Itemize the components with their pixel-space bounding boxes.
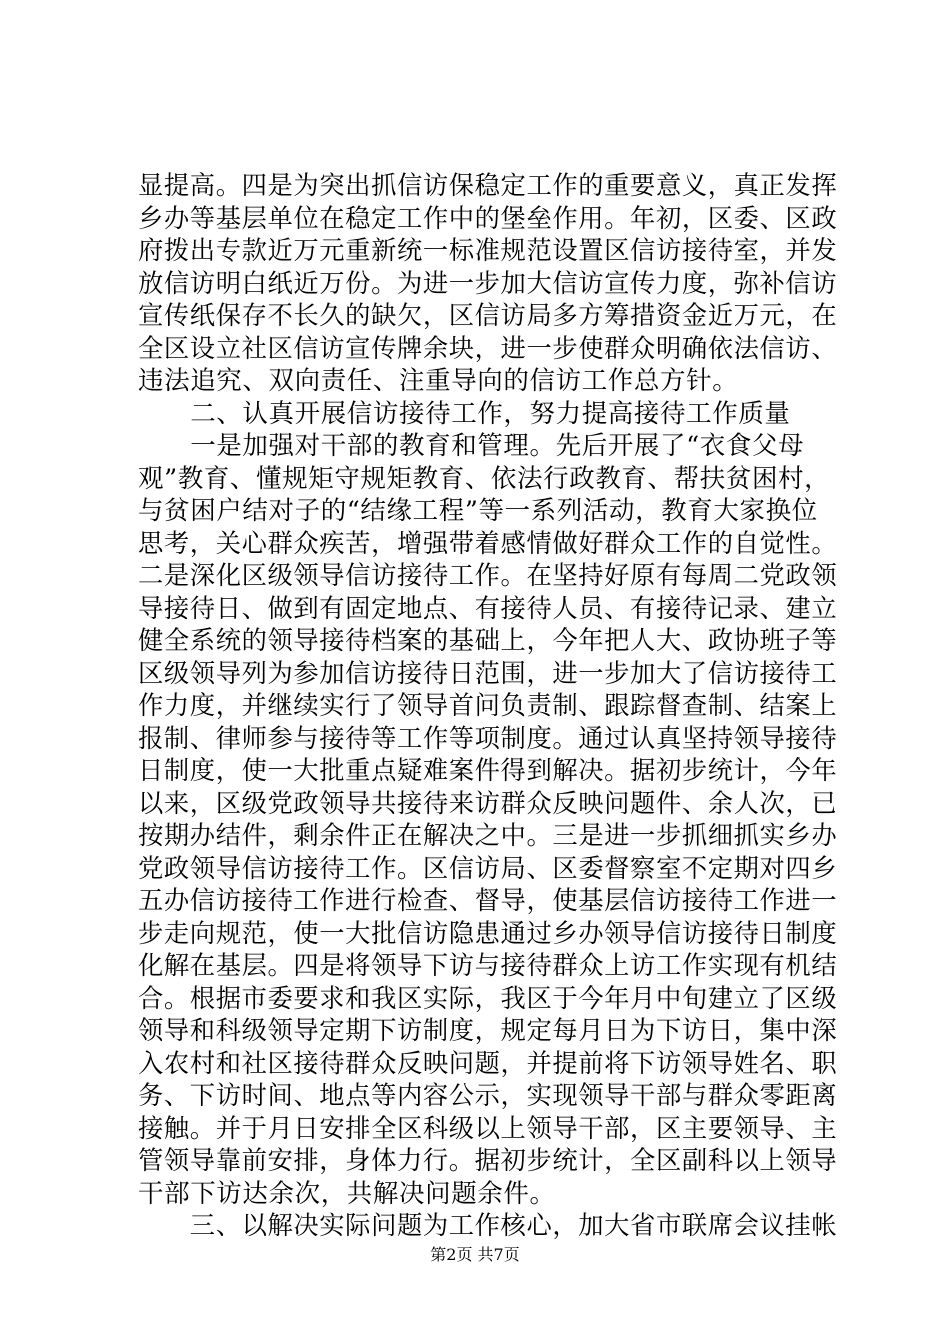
- text-line: 按期办结件，剩余件正在解决之中。三是进一步抓细抓实乡办: [138, 821, 838, 850]
- text-line: 作力度，并继续实行了领导首问负责制、跟踪督查制、结案上: [138, 691, 838, 720]
- text-line: 全区设立社区信访宣传牌余块，进一步使群众明确依法信访、: [138, 333, 838, 363]
- page-footer: [0, 1245, 950, 1265]
- text-line: 观”教育、懂规矩守规矩教育、依法行政教育、帮扶贫困村，: [138, 463, 831, 494]
- text-line: 接触。并于月日安排全区科级以上领导干部，区主要领导、主: [138, 1113, 838, 1143]
- text-line: 三、以解决实际问题为工作核心，加大省市联席会议挂帐: [138, 1211, 838, 1240]
- text-line: 合。根据市委要求和我区实际，我区于今年月中旬建立了区级: [138, 983, 838, 1013]
- text-line: 导接待日、做到有固定地点、有接待人员、有接待记录、建立: [138, 593, 838, 623]
- text-line: 健全系统的领导接待档案的基础上，今年把人大、政协班子等: [138, 626, 838, 655]
- text-line: 违法追究、双向责任、注重导向的信访工作总方针。: [138, 366, 739, 396]
- text-line: 二、认真开展信访接待工作，努力提高接待工作质量: [138, 398, 791, 429]
- text-line: 报制、律师参与接待等工作等项制度。通过认真坚持领导接待: [138, 723, 838, 753]
- text-line: 思考，关心群众疾苦，增强带着感情做好群众工作的自觉性。: [138, 528, 838, 558]
- text-line: 二是深化区级领导信访接待工作。在坚持好原有每周二党政领: [138, 561, 838, 590]
- text-line: 以来，区级党政领导共接待来访群众反映问题件、余人次，已: [138, 788, 838, 818]
- text-line: 府拨出专款近万元重新统一标准规范设置区信访接待室，并发: [138, 236, 838, 265]
- text-line: 日制度，使一大批重点疑难案件得到解决。据初步统计，今年: [138, 756, 838, 785]
- body-text: [138, 170, 838, 1243]
- text-line: 宣传纸保存不长久的缺欠，区信访局多方筹措资金近万元，在: [138, 301, 838, 330]
- text-line: 与贫困户结对子的“结缘工程”等一系列活动，教育大家换位: [138, 496, 818, 526]
- text-line: 一是加强对干部的教育和管理。先后开展了“衣食父母: [138, 431, 805, 461]
- page-number-label: 第2页 共7页: [430, 1245, 520, 1264]
- text-line: 乡办等基层单位在稳定工作中的堡垒作用。年初，区委、区政: [138, 203, 838, 233]
- text-line: 放信访明白纸近万份。为进一步加大信访宣传力度，弥补信访: [138, 268, 838, 298]
- text-line: 五办信访接待工作进行检查、督导，使基层信访接待工作进一: [138, 886, 838, 915]
- text-line: 党政领导信访接待工作。区信访局、区委督察室不定期对四乡: [138, 853, 838, 883]
- text-line: 步走向规范，使一大批信访隐患通过乡办领导信访接待日制度: [138, 918, 838, 948]
- text-line: 领导和科级领导定期下访制度，规定每月日为下访日，集中深: [138, 1016, 838, 1045]
- text-line: 入农村和社区接待群众反映问题，并提前将下访领导姓名、职: [138, 1048, 838, 1078]
- text-line: 化解在基层。四是将领导下访与接待群众上访工作实现有机结: [138, 951, 838, 980]
- text-line: 管领导靠前安排，身体力行。据初步统计，全区副科以上领导: [138, 1146, 838, 1175]
- text-line: 显提高。四是为突出抓信访保稳定工作的重要意义，真正发挥: [138, 171, 838, 200]
- text-line: 务、下访时间、地点等内容公示，实现领导干部与群众零距离: [138, 1081, 838, 1110]
- text-line: 干部下访达余次，共解决问题余件。: [138, 1178, 556, 1209]
- text-line: 区级领导列为参加信访接待日范围，进一步加大了信访接待工: [138, 658, 838, 688]
